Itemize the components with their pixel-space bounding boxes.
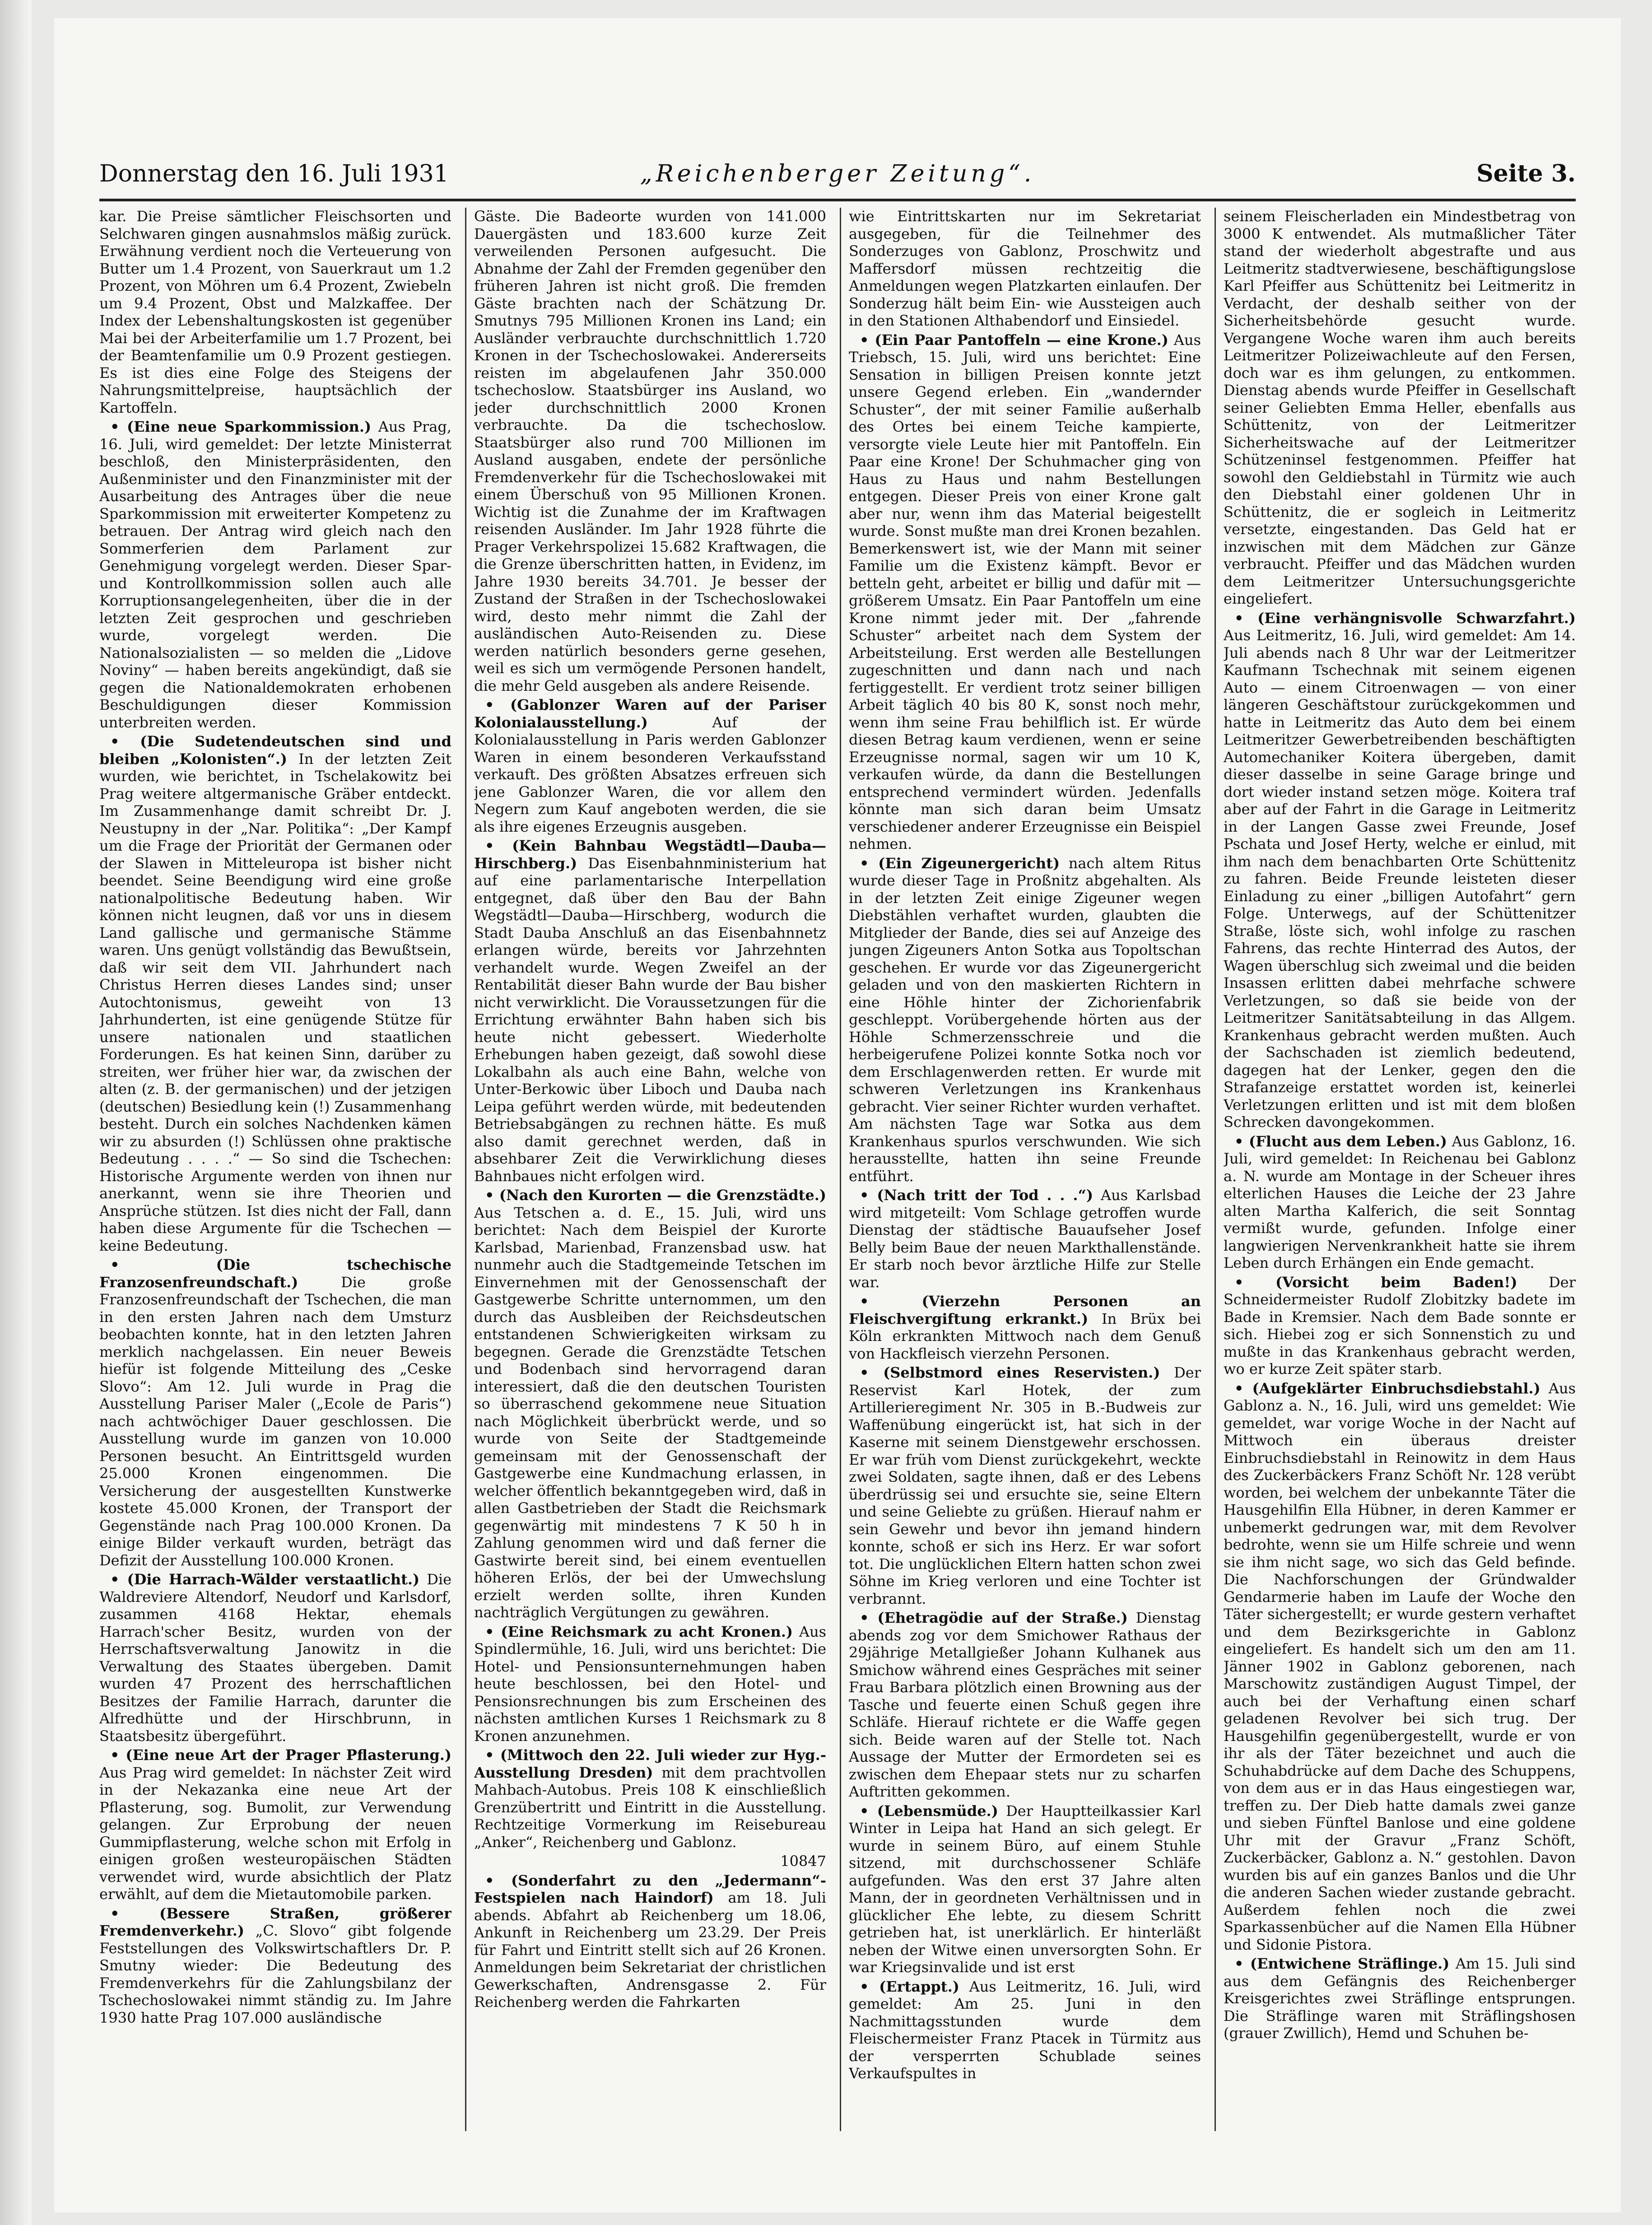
news-item [849,1364,1201,1607]
news-item-body: Aus Leitmeritz, 16. Juli, wird gemeldet: Am 25. Juni in den Nachmittagsstunden wurde dem Fleischermeister Franz Ptacek in Türmitz aus der versperrten Schublade seines Verkaufspultes in [849,1978,1201,2082]
news-item-body: seinem Fleischerladen ein Mindestbetrag von 3000 K entwendet. Als mutmaßlicher Täter stand der wiederholt abgestrafte und aus Leitmeritz stadtverwiesene, beschäftigungslose Karl Pfeiffer aus Schüttenitz bei Leitmeritz in Verdacht, der deshalb seither von der Sicherheitsbehörde gesucht wurde. Vergangene Woche waren ihm auch bereits Leitmeritzer Polizeiwachleute auf den Fersen, doch war es ihm gelungen, zu entkommen. Dienstag abends wurde Pfeiffer in Gesellschaft seiner Geliebten Emma Heller, ebenfalls aus Schüttenitz, von der Leitmeritzer Sicherheitswache auf der Leitmeritzer Schützeninsel festgenommen. Pfeiffer hat sowohl den Geldiebstahl in Türmitz wie auch den Diebstahl einer goldenen Uhr in Schüttenitz, die er sogleich in Leitmeritz versetzte, eingestanden. Das Geld hat er inzwischen mit dem Mädchen zur Gänze verbraucht. Pfeiffer und das Mädchen wurden dem Leitmeritzer Untersuchungsgerichte eingeliefert. [1224,208,1576,607]
news-item [99,1571,451,1745]
news-item [474,1187,826,1621]
column-rule [1215,208,1216,2131]
news-item [99,733,451,1254]
news-item-headline: • (Selbstmord eines Reservisten.) [860,1364,1160,1381]
header-rule [99,199,1576,201]
news-item-body: Auf der Kolonialausstellung in Paris werden Gablonzer Waren in einem besonderen Verkaufsstand verkauft. Des größten Absatzes erfreuen sich jene Gablonzer Waren, die vor allem den Negern zum Kauf angeboten werden, die sie als ihre eigenes Erzeugnis ausgeben. [474,713,826,835]
news-item-body: Gäste. Die Badeorte wurden von 141.000 Dauergästen und 183.600 kurze Zeit verweilenden Personen aufgesucht. Die Abnahme der Zahl der Fremden gegenüber den früheren Jahren ist nicht groß. Die fremden Gäste brachten nach der Schätzung Dr. Smutnys 795 Millionen Kronen ins Land; ein Ausländer verbrauchte durchschnittlich 1.720 Kronen in der Tschechoslowakei. Andererseits reisten im abgelaufenen Jahr 350.000 tschechoslow. Staatsbürger ins Ausland, wo jeder durchschnittlich 2000 Kronen verbrauchte. Da die tschechoslow. Staatsbürger also rund 700 Millionen im Ausland ausgaben, endete der persönliche Fremdenverkehr für die Tschechoslowakei mit einem Überschuß von 95 Millionen Kronen. Wichtig ist die Zunahme der im Kraftwagen reisenden Ausländer. Im Jahr 1928 führte die Prager Verkehrspolizei 15.682 Kraftwagen, die die Grenze überschritten hatten, in Evidenz, im Jahre 1930 bereits 34.701. Je besser der Zustand der Straßen in der Tschechoslowakei wird, desto mehr nimmt die Zahl der ausländischen Auto-Reisenden zu. Diese werden natürlich besonders gerne gesehen, weil es sich um vermögende Personen handelt, die mehr Geld ausgeben als andere Reisende. [474,208,826,694]
news-item-headline: • (Vierzehn Personen an Fleischvergiftung erkrankt.) [849,1293,1201,1327]
continued-text [849,208,1201,330]
news-item [474,1623,826,1745]
news-item [1224,1133,1576,1272]
news-item-headline: • (Ein Paar Pantoffeln — eine Krone.) [860,331,1168,349]
news-item-body: Der Schneidermeister Rudolf Zlobitzky badete im Bade in Kremsier. Nach dem Bade sonnte er sich. Hiebei zog er sich Sonnenstich zu und mußte in das Krankenhaus gebracht werden, wo er kurze Zeit später starb. [1224,1273,1576,1378]
continued-text [474,208,826,694]
news-item-body: Aus Tetschen a. d. E., 15. Juli, wird uns berichtet: Nach dem Beispiel der Kurorte Karlsbad, Marienbad, Franzensbad usw. hat nunmehr auch die Stadtgemeinde Tetschen im Einvernehmen mit der Genossenschaft der Gastgewerbe Schritte unternommen, um den durch das Ausbleiben der Reichsdeutschen entstandenen Schwierigkeiten wirksam zu begegnen. Gerade die Grenzstädte Tetschen und Bodenbach sind hervorragend daran interessiert, daß die den deutschen Touristen so überraschend gekommene neue Situation nach Möglichkeit überbrückt werde, und so wurde von Seite der Stadtgemeinde gemeinsam mit der Genossenschaft der Gastgewerbe eine Kundmachung erlassen, in welcher öffentlich bekanntgegeben wird, daß in allen Gastbetrieben der Stadt die Reichsmark gegenwärtig mit mindestens 7 K 50 h in Zahlung genommen wird und daß ferner die Gastwirte bereit sind, bei einem eventuellen höheren Erlös, der bei der Umwechslung erzielt werden sollte, ihren Kunden nachträglich Vergütungen zu gewähren. [474,1204,826,1621]
news-item-headline: • (Eine verhängnisvolle Schwarzfahrt.) [1234,609,1576,627]
continued-text [1224,208,1576,608]
news-item-body: Aus Leitmeritz, 16. Juli, wird gemeldet: Am 14. Juli abends nach 8 Uhr war der Leitmeritzer Kaufmann Tschechnak mit seinem eigenen Auto — einem Citroenwagen — von einer längeren Geschäftstour zurückgekommen und hatte in Leitmeritz das Auto dem bei einem Leitmeritzer Gewerbetreibenden beschäftigten Automechaniker Koitera übergeben, damit dieser dasselbe in seine Garage bringe und dort wieder instand setzen möge. Koitera traf aber auf der Fahrt in die Garage in Leitmeritz in der Langen Gasse zwei Freunde, Josef Pschata und Josef Herty, welche er einlud, mit ihm nach dem benachbarten Orte Schüttenitz zu fahren. Beide Freunde leisteten dieser Einladung zu einer „billigen Autofahrt“ gern Folge. Unterwegs, auf der Schüttenitzer Straße, löste sich, wohl infolge zu raschen Fahrens, das rechte Hinterrad des Autos, der Wagen überschlug sich zweimal und die beiden Insassen erlitten dabei mehrfache schwere Verletzungen, so daß sie beide von der Leitmeritzer Sanitätsabteilung in das Allgem. Krankenhaus gebracht werden mußten. Auch der Sachschaden ist ziemlich bedeutend, dagegen hat der Lenker, gegen den die Strafanzeige erstattet worden ist, keinerlei Verletzungen erlitten und ist mit dem bloßen Schrecken davongekommen. [1224,627,1576,1131]
news-item-body: Aus Karlsbad wird mitgeteilt: Vom Schlage getroffen wurde Dienstag der städtische Bauaufseher Josef Belly beim Baue der neuen Markthallenstände. Er starb noch bevor ärztliche Hilfe zur Stelle war. [849,1187,1201,1291]
news-item-body: nach altem Ritus wurde dieser Tage in Proßnitz abgehalten. Als in der letzten Zeit einige Zigeuner wegen Diebstählen verhaftet wurden, glaubten die Mitglieder der Bande, dies sei auf Anzeige des jungen Zigeuners Anton Sotka aus Topoltschan geschehen. Er wurde vor das Zigeunergericht geladen und von den maskierten Richtern in eine Höhle hinter der Zichorienfabrik geschleppt. Vorübergehende hörten aus der Höhle Schmerzensschreie und die herbeigerufene Polizei konnte Sotka noch vor dem Erschlagenwerden retten. Er wurde mit schweren Verletzungen ins Krankenhaus gebracht. Vier seiner Richter wurden verhaftet. Am nächsten Tage war Sotka aus dem Krankenhaus spurlos verschwunden. Wie sich herausstellte, hatten ihn seine Freunde entführt. [849,854,1201,1185]
news-item-headline: • (Eine Reichsmark zu acht Kronen.) [485,1623,793,1640]
news-item [849,1293,1201,1362]
column-rule [465,208,466,2131]
news-item-headline: • (Nach den Kurorten — die Grenzstädte.) [485,1187,826,1204]
column-4 [1224,208,1576,2131]
header-title: „Reichenberger Zeitung“. [640,160,1035,187]
news-item-headline: • (Vorsicht beim Baden!) [1234,1273,1517,1291]
news-item-headline: • (Aufgeklärter Einbruchsdiebstahl.) [1234,1379,1540,1397]
news-item-headline: • (Ehetragödie auf der Straße.) [860,1609,1128,1626]
news-item [99,418,451,731]
news-item-headline: • (Entwichene Sträflinge.) [1234,1955,1450,1972]
news-item [849,1978,1201,2082]
header-page-number: Seite 3. [1476,160,1576,187]
news-item-body: Dienstag abends zog vor dem Smichower Rathaus der 29jährige Metallgießer Johann Kulhanek aus Smichow während eines Gespräches mit seiner Frau Barbara plötzlich einen Browning aus der Tasche und feuerte einen Schuß gegen ihre Schläfe. Hierauf richtete er die Waffe gegen sich. Beide waren auf der Stelle tot. Nach Aussage der Mutter der Ermordeten sei es zwischen dem Ehepaar stets nur zu scharfen Auftritten gekommen. [849,1609,1201,1800]
news-item-headline: • (Ertappt.) [860,1978,959,1995]
column-rule [840,208,841,2131]
news-item-body: „C. Slovo“ gibt folgende Feststellungen des Volkswirtschaftlers Dr. P. Smutny wieder: Die Bedeutung des Fremdenverkehrs für die Zahlungsbilanz der Tschechoslowakei nimmt ständig zu. Im Jahre 1930 hatte Prag 107.000 ausländische [99,1922,451,2026]
news-item-body: Am 15. Juli sind aus dem Gefängnis des Reichenberger Kreisgerichtes zwei Sträflinge entsprungen. Die Sträflinge waren mit Sträflingshosen (grauer Zwillich), Hemd und Schuhen be- [1224,1955,1576,2042]
newspaper-page [54,18,1621,2212]
news-item-body: In Brüx bei Köln erkrankten Mittwoch nach dem Genuß von Hackfleisch vierzehn Personen. [849,1310,1201,1362]
column-2 [474,208,826,2131]
news-item-headline: • (Ein Zigeunergericht) [860,854,1060,872]
news-item [474,837,826,1185]
news-item-body: mit dem prachtvollen Mahbach-Autobus. Preis 108 K einschließlich Grenzübertritt und Eintritt in die Ausstellung. Rechtzeitige Vormerkung im Reisebureau „Anker“, Reichenberg und Gablonz. [474,1764,826,1851]
news-item [849,1802,1201,1976]
news-item-headline: • (Eine neue Sparkommission.) [110,418,372,435]
news-item-headline: • (Eine neue Art der Prager Pflasterung.) [110,1746,451,1764]
news-item [1224,1380,1576,1954]
news-item-body: kar. Die Preise sämtlicher Fleischsorten und Selchwaren gingen ausnahmslos mäßig zurück. Erwähnung verdient noch die Verteuerung von Butter um 1.4 Prozent, von Sauerkraut um 1.2 Prozent, von Möhren um 6.4 Prozent, Zwiebeln um 9.4 Prozent, Obst und Malzkaffee. Der Index der Lebenshaltungskosten ist gegenüber Mai bei der Arbeiterfamilie um 1.7 Prozent, bei der Beamtenfamilie um 0.9 Prozent gestiegen. Es ist dies eine Folge des Steigens der Nahrungsmittelpreise, hauptsächlich der Kartoffeln. [99,208,451,416]
news-item [99,1746,451,1903]
news-item-body: am 18. Juli abends. Abfahrt ab Reichenberg um 18.06, Ankunft in Reichenberg um 23.29. Der Preis für Fahrt und Eintritt stellt sich auf 26 Kronen. Anmeldungen beim Sekretariat der christlichen Gewerkschaften, Andrensgasse 2. Für Reichenberg werden die Fahrkarten [474,1889,826,2011]
news-item-headline: • (Die Sudetendeutschen sind und bleiben „Kolonisten“.) [99,733,451,768]
news-item [99,1905,451,2027]
news-item-headline: • (Bessere Straßen, größerer Fremdenverkehr.) [99,1904,451,1939]
news-item-body: In der letzten Zeit wurden, wie berichtet, in Tschelakowitz bei Prag weitere altgermanische Gräber entdeckt. Im Zusammenhange damit schreibt Dr. J. Neustupny in der „Nar. Politika“: „Der Kampf um die Frage der Priorität der Germanen oder der Slawen in Mitteleuropa ist bisher nicht beendet. Seine Beendigung wird eine große nationalpolitische Bedeutung haben. Wir können nicht leugnen, daß vor uns in diesem Land gallische und germanische Stämme waren. Uns genügt vollständig das Bewußtsein, daß wir seit dem VII. Jahrhundert nach Christus Herren dieses Landes sind; unser Autochtonismus, geweiht von 13 Jahrhunderten, ist eine genügende Stütze für unsere nationalen und staatlichen Forderungen. Es hat keinen Sinn, darüber zu streiten, wer früher hier war, da zwischen der alten (z. B. der germanischen) und der jetzigen (deutschen) Besiedlung kein (!) Zusammenhang besteht. Durch ein solches Nachdenken kämen wir zu absurden (!) Schlüssen ohne praktische Bedeutung . . . .“ — So sind die Tschechen: Historische Argumente werden von ihnen nur anerkannt, wenn sie ihre Theorien und Ansprüche stützen. Ist dies nicht der Fall, dann haben diese Argumente für die Tschechen — keine Bedeutung. [99,750,451,1254]
news-item [474,696,826,835]
news-item [474,1746,826,1851]
news-item-headline: • (Gablonzer Waren auf der Pariser Kolonialausstellung.) [474,696,826,731]
news-item-headline: • (Mittwoch den 22. Juli wieder zur Hyg.-Ausstellung Dresden) [474,1746,826,1781]
reference-number: 10847 [780,1853,826,1870]
news-item [849,1187,1201,1291]
news-item [1224,610,1576,1131]
news-item-body: Die Waldreviere Altendorf, Neudorf und Karlsdorf, zusammen 4168 Hektar, ehemals Harrach'scher Besitz, wurden von der Herrschaftsverwaltung Janowitz in die Verwaltung des Staates übergeben. Damit wurden 47 Prozent des herrschaftlichen Besitzes der Familie Harrach, darunter die Alfredhütte und der Hirschbrunn, in Staatsbesitz übergeführt. [99,1571,451,1745]
news-item [849,331,1201,853]
news-item-body: wie Eintrittskarten nur im Sekretariat ausgegeben, für die Teilnehmer des Sonderzuges von Gablonz, Proschwitz und Maffersdorf müssen rechtzeitig die Anmeldungen wegen Platzkarten einlaufen. Der Sonderzug hält beim Ein- wie Aussteigen auch in den Stationen Althabendorf und Einsiedel. [849,208,1201,329]
news-item-headline: • (Die tschechische Franzosenfreundschaft.) [99,1256,451,1291]
news-item-body: Der Hauptteilkassier Karl Winter in Leipa hat Hand an sich gelegt. Er wurde in seinem Büro, auf einem Stuhle sitzend, mit durchschossener Schläfe aufgefunden. Was den erst 37 Jahre alten Mann, der in geordneten Verhältnissen und in glücklicher Ehe lebte, zu diesem Schritt getrieben hat, ist unerklärlich. Er hinterläßt neben der Witwe einen unversorgten Sohn. Er war Kriegsinvalide und ist erst [849,1802,1201,1976]
article-columns [99,208,1576,2131]
header-date: Donnerstag den 16. Juli 1931 [99,160,449,187]
news-item-headline: • (Flucht aus dem Leben.) [1234,1132,1447,1150]
news-item [849,1609,1201,1801]
news-item-headline: • (Nach tritt der Tod . . .“) [860,1187,1094,1204]
news-item-body: Aus Prag, 16. Juli, wird gemeldet: Der letzte Ministerrat beschloß, den Ministerpräsidenten, den Außenminister und den Finanzminister mit der Ausarbeitung des Antrages über die neue Sparkommission mit erweiterter Kompetenz zu betrauen. Der Antrag wird gleich nach den Sommerferien dem Parlament zur Genehmigung vorgelegt werden. Dieser Spar- und Kontrollkommission sollen auch alle Korruptionsangelegenheiten, über die in der letzten Zeit gesprochen und geschrieben wurde, vorgelegt werden. Die Nationalsozialisten — so melden die „Lidove Noviny“ — haben bereits angekündigt, daß sie gegen die Nationaldemokraten erhobenen Beschuldigungen dieser Kommission unterbreiten werden. [99,418,451,731]
news-item [849,855,1201,1185]
news-item-body: Der Reservist Karl Hotek, der zum Artillerieregiment Nr. 305 in B.-Budweis zur Waffenübung eingerückt ist, hat sich in der Kaserne mit seinem Dienstgewehr erschossen. Er war früh vom Dienst zurückgekehrt, weckte zwei Soldaten, sagte ihnen, daß er des Lebens überdrüssig sei und ersuchte sie, seine Eltern und seine Geliebte zu grüßen. Hierauf nahm er sein Gewehr und bevor ihn jemand hindern konnte, schoß er sich ins Herz. Er war sofort tot. Die unglücklichen Eltern hatten schon zwei Söhne im Krieg verloren und eine Tochter ist verbrannt. [849,1364,1201,1607]
news-item [1224,1955,1576,2042]
news-item [1224,1274,1576,1378]
news-item-headline: • (Lebensmüde.) [860,1802,998,1820]
news-item-body: Aus Prag wird gemeldet: In nächster Zeit wird in der Nekazanka eine neue Art der Pflasterung, sog. Bumolit, zur Verwendung gelangen. Zur Erprobung der neuen Gummipflasterung, welche schon mit Erfolg in einigen großen westeuropäischen Städten verwendet wird, wurde absichtlich der Platz erwählt, auf dem die Mietautomobile parken. [99,1764,451,1903]
column-1 [99,208,451,2131]
news-item-body: Aus Triebsch, 15. Juli, wird uns berichtet: Eine Sensation in billigen Preisen konnte jetzt unsere Gegend erleben. Ein „wandernder Schuster“, der mit seiner Familie außerhalb des Ortes bei einem Teiche kampierte, versorgte viele Leute hier mit Pantoffeln. Ein Paar eine Krone! Der Schuhmacher ging von Haus zu Haus und nahm Bestellungen entgegen. Dieser Preis von einer Krone galt aber nur, wenn ihm das Material beigestellt wurde. Sonst mußte man drei Kronen bezahlen. Bemerkenswert ist, wie der Mann mit seiner Familie um die Existenz kämpft. Bevor er betteln geht, arbeitet er billig und dafür mit — größerem Umsatz. Ein Paar Pantoffeln um eine Krone nimmt jeder mit. Der „fahrende Schuster“ arbeitet nach dem System der Arbeitsteilung. Erst werden alle Bestellungen zugeschnitten und dann nach und nach fertiggestellt. Er verdient trotz seiner billigen Arbeit täglich 40 bis 80 K, sonst noch mehr, wenn ihm seine Frau behilflich ist. Er würde diesen Betrag kaum verdienen, wenn er seine Erzeugnisse normal, sagen wir um 10 K, verkaufen würde, da dann die Bestellungen entsprechend vermindert würden. Jedenfalls könnte man sich daran beim Umsatz verschiedener anderer Erzeugnisse ein Beispiel nehmen. [849,331,1201,852]
page-header [99,154,1576,194]
news-item-body: Aus Gablonz, 16. Juli, wird gemeldet: In Reichenau bei Gablonz a. N. wurde am Montage in der Scheuer ihres elterlichen Hauses die Leiche der 23 Jahre alten Martha Kalferich, die seit Sonntag vermißt wurde, gefunden. Infolge einer langwierigen Nervenkrankheit hatte sie ihrem Leben durch Erhängen ein Ende gemacht. [1224,1132,1576,1271]
news-item-body: Die große Franzosenfreundschaft der Tschechen, die man in den ersten Jahren nach dem Umsturz beobachten konnte, hat in den letzten Jahren merklich nachgelassen. Ein neuer Beweis hiefür ist folgende Mitteilung des „Ceske Slovo“: Am 12. Juli wurde in Prag die Ausstellung Pariser Maler („Ecole de Paris“) nach achtwöchiger Dauer geschlossen. Die Ausstellung wurde im ganzen von 10.000 Personen besucht. An Eintrittsgeld wurden 25.000 Kronen eingenommen. Die Versicherung der ausgestellten Kunstwerke kostete 45.000 Kronen, der Transport der Gegenstände nach Prag 100.000 Kronen. Da einige Bilder verkauft wurden, beträgt das Defizit der Ausstellung 100.000 Kronen. [99,1273,451,1569]
continued-text [99,208,451,416]
news-item [474,1872,826,2011]
scan-edge [0,0,32,2225]
news-item-body: Das Eisenbahnministerium hat auf eine parlamentarische Interpellation entgegnet, daß über den Bau der Bahn Wegstädtl—Dauba—Hirschberg, wodurch die Stadt Dauba Anschluß an das Eisenbahnnetz erlangen würde, bereits vor Jahrzehnten verhandelt wurde. Wegen Zweifel an der Rentabilität dieser Bahn wurde der Bau bisher nicht verwirklicht. Die Voraussetzungen für die Errichtung erwähnter Bahn haben sich bis heute nicht gebessert. Wiederholte Erhebungen haben gezeigt, daß sowohl diese Lokalbahn als auch eine Bahn, welche von Unter-Berkowic über Liboch und Dauba nach Leipa geführt werden würde, mit bedeutenden Betriebsabgängen zu rechnen hätte. Es muß also damit gerechnet werden, daß in absehbarer Zeit die Verwirklichung dieses Bahnbaues nicht erfolgen wird. [474,854,826,1185]
news-item-headline: • (Kein Bahnbau Wegstädtl—Dauba—Hirschberg.) [474,837,826,872]
news-item-headline: • (Sonderfahrt zu den „Jedermann“-Festspielen nach Haindorf) [474,1871,826,1906]
news-item-body: Aus Gablonz a. N., 16. Juli, wird uns gemeldet: Wie gemeldet, war vorige Woche in der Nacht auf Mittwoch ein überaus dreister Einbruchsdiebstahl in Reinowitz in dem Haus des Zuckerbäckers Franz Schöft Nr. 128 verübt worden, bei welchem der unbekannte Täter die Hausgehilfin Ella Hübner, in deren Kammer er unbemerkt gedrungen war, mit dem Revolver bedrohte, wenn sie um Hilfe schreie und wenn sie ihm nicht sage, wo sich das Geld befinde. Die Nachforschungen der Gründwalder Gendarmerie haben im Laufe der Woche den Täter sichergestellt; er wurde gestern verhaftet und dem Bezirksgerichte in Gablonz eingeliefert. Es handelt sich um den am 11. Jänner 1902 in Gablonz geborenen, nach Marschowitz zuständigen August Timpel, der auch bei der Verhaftung einen scharf geladenen Revolver bei sich trug. Der Hausgehilfin gegenübergestellt, wurde er von ihr als der Täter bezeichnet und auch die Schuhabdrücke auf dem Dache des Schuppens, von dem aus er in das Haus eingestiegen war, treffen zu. Der Dieb hatte damals zwei ganze und sieben Fünftel Banlose und eine goldene Uhr mit der Gravur „Franz Schöft, Zuckerbäcker, Gablonz a. N.“ gestohlen. Davon wurden bis auf ein ganzes Banlos und die Uhr die anderen Sachen wieder zustande gebracht. Außerdem fehlen noch die zwei Sparkassenbücher auf die Namen Ella Hübner und Sidonie Pistora. [1224,1379,1576,1953]
news-item-headline: • (Die Harrach-Wälder verstaatlicht.) [110,1571,420,1588]
column-3 [849,208,1201,2131]
news-item [99,1256,451,1569]
news-item-body: Aus Spindlermühle, 16. Juli, wird uns berichtet: Die Hotel- und Pensionsunternehmungen haben heute beschlossen, bei den Hotel- und Pensionsrechnungen bis zum Erscheinen des nächsten amtlichen Kurses 1 Reichsmark zu 8 Kronen anzunehmen. [474,1623,826,1745]
